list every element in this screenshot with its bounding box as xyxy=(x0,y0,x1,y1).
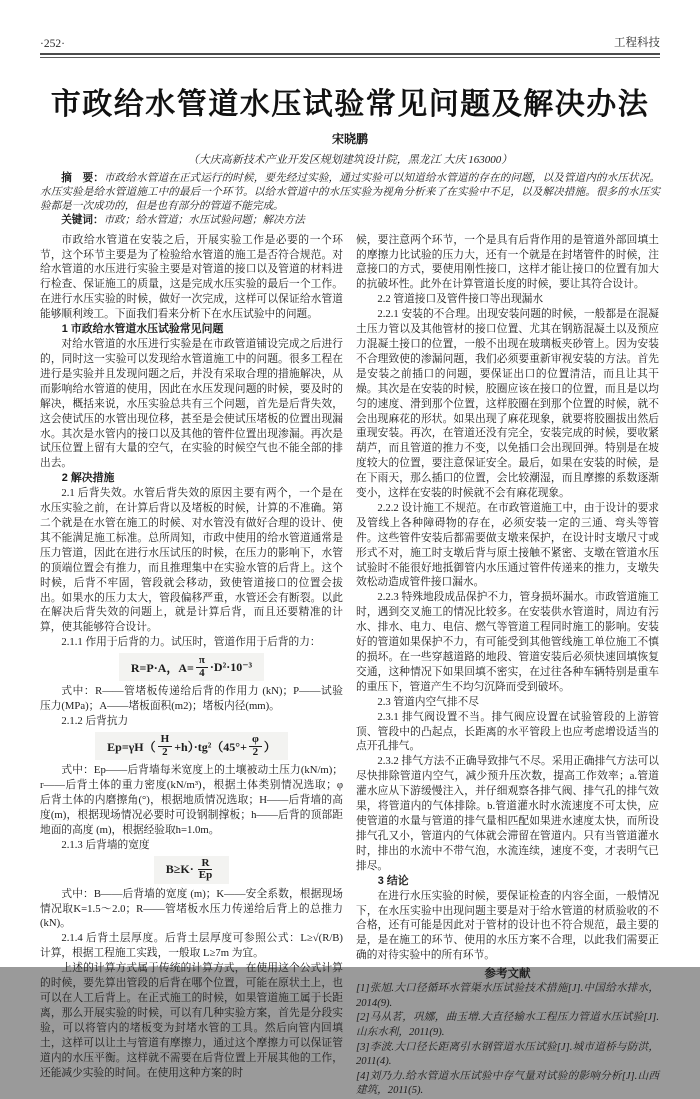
two-column-body xyxy=(40,233,660,1099)
section-heading-3: 3 结论 xyxy=(377,874,409,887)
reference-item: [3]李波.大口径长距离引水钢管道水压试验[J].城市道桥与防洪，2011(4). xyxy=(356,1041,659,1068)
formula-back-thrust xyxy=(119,653,264,681)
formula-legend: 式中：Ep——后背墙每米宽度上的土壤被动土压力(kN/m)；r——后背土体的重力密度(kN/m³)，根据土体类别情况选取；φ 后背土体的内磨擦角(°)，根据地质情况选取；H——后背墙的高度(m)，根据现场情况必要时可设钢制撑板；h——后背的顶部距地面的高度 (m)，根据经验取h=1.0m。 xyxy=(40,764,343,836)
fraction-denominator: 2 xyxy=(252,745,259,758)
running-head xyxy=(40,0,660,50)
paragraph: 2.2.3 特殊地段成品保护不力，管身损坏漏水。市政管道施工时，遇到交叉施工的情况比较多。在安装供水管道时，周边有污水、排水、电力、电信、燃气等管道工程同时施工的影响。安装好的管道如果保护不力，有可能受到其他管线施工单位施工不慎的损坏。在一些穿越道路的地段、管道安装后必须快速回填恢复交通，这种情况下如果回填不密实，在过往各种车辆特别是重车的重压下，管道产生不均匀沉降而受到破坏。 xyxy=(356,591,659,693)
abstract-label: 摘 要： xyxy=(61,172,104,184)
article-title: 市政给水管道水压试验常见问题及解决办法 xyxy=(50,88,650,121)
fraction-numerator: R xyxy=(198,858,212,871)
paragraph: 2.3.2 排气方法不正确导致排气不尽。采用正确排气方法可以尽快排除管道内空气，减少预升压次数，提高工作效率；a.管道灌水应从下游缓慢注入，并仔细观察各排气阀、排气孔的排气效果，将管道内的气体排除。b.管道灌水时水流速度不可太快，应使管道的水量与管道的排气量相匹配如果进水速度太快，而所设排气孔又小，管道内的气体就会滞留在管道内。只有当管道灌水时，排出的水流中不带气泡，水流连续，速度不变，才表明气已排尽。 xyxy=(356,755,659,872)
subsection-line: 2.2 管道接口及管件接口等出现漏水 xyxy=(377,293,544,306)
paragraph: 2.1.1 作用于后背的力。试压时，管道作用于后背的力： xyxy=(61,636,321,649)
section-heading-2: 2 解决措施 xyxy=(61,472,115,485)
references-heading: 参考文献 xyxy=(484,968,531,981)
paragraph: 市政给水管道在安装之后，开展实验工作是必要的一个环节，这个环节主要是为了检验给水管道的施工是否符合规范。对给水管道的水压进行实验主要是对管道的接口以及管道的材料进行检查、保证施工的质量，这是完成水压实验的最后一个工作。在进行水压实验的时候，做好一次完成，这样可以保证给水管道能够顺利竣工。下面我们看来分析下在水压试验中的问题。 xyxy=(40,233,343,321)
formula-text: R=P·A，A= xyxy=(130,660,194,675)
formula-back-resistance xyxy=(95,732,288,760)
paragraph: 2.2.2 设计施工不规范。在市政管道施工中，由于设计的要求及管线上各种障碍物的存在，必须安装一定的三通、弯头等管件。这些管件安装后都需要做支墩来保护，在设计时支墩尺寸或形式不对，施工时支墩后背与原土接触不紧密、支墩在管道水压试验时不能很好地抵御管内水压通过管件传递来的推力，支墩失效松动造成管件接口漏水。 xyxy=(356,501,659,589)
keywords xyxy=(40,214,660,228)
subsection-line: 2.3 管道内空气排不尽 xyxy=(377,695,479,708)
fraction-denominator: 4 xyxy=(199,666,205,679)
header-divider xyxy=(40,53,660,58)
formula-legend: 式中：R——管堵板传递给后背的作用力 (kN)；P——试验压力(MPa)；A——堵板面积(m2)；堵板内径(mm)。 xyxy=(40,685,343,713)
paragraph: 2.1.4 后背土层厚度。后背土层厚度可参照公式：L≥√(R/B) 计算，根据工程施工实践，一般取 L≥7m 为宜。 xyxy=(40,932,343,960)
reference-item: [4]刘乃力.给水管道水压试验中存气量对试验的影响分析[J].山西建筑，2011(5). xyxy=(356,1070,659,1097)
keywords-text: 市政；给水管道；水压试验问题；解决方法 xyxy=(103,214,305,226)
keywords-label: 关键词： xyxy=(61,213,104,226)
abstract-text: 市政给水管道在正式运行的时候，要先经过实验，通过实验可以知道给水管道的存在的问题，以及管道内的水压状况。水压实验是给水管道施工中的最后一个环节。以给水管道中的水压实验为视角分析来了在实验中不足，以及解决措施。很多的水压实验都是一次成功的，但是也有部分的管道不能完成。 xyxy=(40,173,660,212)
reference-item: [1]张旭.大口径循环水管渠水压试验技术措施[J].中国给水排水，2014(9). xyxy=(356,983,659,1009)
fraction-numerator: π xyxy=(196,655,208,668)
page-number: ·252· xyxy=(40,38,65,50)
fraction-numerator: H xyxy=(158,734,173,747)
author-name: 宋晓鹏 xyxy=(331,132,368,146)
reference-item: [2]马从茗，巩娜，曲玉增.大直径输水工程压力管道水压试验[J].山东水利，2011(9). xyxy=(356,1012,659,1038)
journal-section: 工程科技 xyxy=(614,37,660,49)
fraction xyxy=(196,655,208,679)
formula-text: B≥K· xyxy=(165,862,194,877)
abstract xyxy=(40,172,660,214)
left-column xyxy=(40,233,343,1099)
fraction xyxy=(196,858,215,882)
fraction-numerator: φ xyxy=(249,734,262,747)
paragraph: 2.1.2 后背抗力 xyxy=(61,715,129,728)
formula-text: ·D²·10⁻³ xyxy=(209,659,253,674)
paragraph: 2.1 后背失效。水管后背失效的原因主要有两个，一个是在水压实验之前，在计算后背以及堵板的时候，计算的不准确。第二个就是在水管在施工的时候、对水管没有做好合理的设计、使其不能满足施工标准。总所周知，市政中使用的给水管道通常是压力管道，因此在进行水压试压的时候，在压力的影响下，水管的顶端位置会有推力，而且推理集中在实验水管的后背上。这个时候，后背不牢固，管段就会移动，致使管道接口的位置会拔出。如果水的压力太大，管段偏移严重，水管还会有断裂。以此在解决后背失效的问题上，就是计算后背，而且还要精准的计算，使其能够符合设计。 xyxy=(40,487,343,634)
formula-text: Ep=γH（ xyxy=(107,739,156,754)
paragraph: 2.3.1 排气阀设置不当。排气阀应设置在试验管段的上游管顶、管段中的凸起点，长距离的水平管段上也应考虑增设适当的点开孔排气。 xyxy=(356,710,659,753)
formula-back-wall-width xyxy=(154,856,229,884)
fraction xyxy=(249,734,262,758)
formula-legend: 式中：B——后背墙的宽度 (m)；K——安全系数，根据现场情况取K=1.5～2.0；R——管堵板水压力传递给后背上的总推力(kN)。 xyxy=(40,887,343,930)
author-affiliation: （大庆高新技术产业开发区规划建筑设计院，黑龙江 大庆 163000） xyxy=(187,154,513,166)
paragraph: 在进行水压实验的时候，要保证检查的内容全面，一般情况下，在水压实验中出现问题主要是对于给水管道的材质验收的不合格，还有可能是因此对于管材的设计也不符合规范，最主要的是，是在施工的环节、使用的水压方案不合理，以此我们需要正确的对待实验中的所有环节。 xyxy=(356,889,659,962)
formula-text: ） xyxy=(263,739,276,754)
fraction-denominator: Ep xyxy=(198,869,213,882)
paragraph: 2.1.3 后背墙的宽度 xyxy=(61,838,150,851)
paragraph: 上述的计算方式属于传统的计算方式，在使用这个公式计算的时候，要先算出管段的后背在哪个位置，可能在原状土上，也可以在人工后背上。在正式施工的时候，如果管道施工属于长距离，那么开展实验的时候，可以有几种实验方案，首先是分段实验，可以将管内的堵板变为封堵水管的工具。然后向管内回填土，这样可以让土与管道有摩擦力，通过这个摩擦力可以保证管道内的水压平衡。这样就不需要在后背位置上开展其他的工作，还能减少实验的时间。在使用这种方案的时 xyxy=(40,962,343,1079)
fraction-denominator: 2 xyxy=(162,745,168,758)
fraction xyxy=(158,734,173,758)
paragraph: 2.2.1 安装的不合理。出现安装问题的时候，一般都是在混凝土压力管以及其他管材的接口位置、尤其在钢筋混凝土以及预应力混凝土接口的位置，一般不出现在玻璃板夹砂管上。因为安装不合理致使的渗漏问题，我们必须要重新审视安装的方法。首先是安装之前插口的问题，要保证出口的位置清洁，而且让其干燥。其次是在安装的时候，胶圈应该在接口的位置，而且是以均匀的速度、滑到那个位置，这样胶圈在到那个位置的时候，就不会出现麻花的形状。如果出现了麻花现象，就要将胶圈拔出然后重现安装。再次，在管道还没有完全，安装完成的时候，要收紧葫芦，而且管道的推力不变，以免插口会出现回弹。特别是在坡度较大的位置，要注意保证安全。最后，如果在安装的时候，是在下雨天，那么插口的位置，会比较潮湿，而且摩擦的系数逐渐变小，这样在安装的时候就不会有麻花现象。 xyxy=(356,308,659,500)
paragraph: 对给水管道的水压进行实验是在市政管道铺设完成之后进行的，同时这一实验可以发现给水管道施工中的问题。很多工程在进行是实验并且发现问题之后，并没有采取合理的措施解决，从而影响给水管道的使用，因此在水压发现问题的时候，要及时的解决，概括来说，水压实验总共有三个问题，首先是后背失效，这会使试压的水管出现位移，甚至是会使试压堵板的位置出现漏水。其次是水管内的接口以及其他的管件位置出现渗漏。再次是试压位置上留有大量的空气，在实验的时候空气也不能全部的排出去。 xyxy=(40,338,343,470)
right-column xyxy=(356,233,659,1099)
section-heading-1: 1 市政给水管道水压试验常见问题 xyxy=(61,323,224,336)
paragraph-continued: 候，要注意两个环节，一个是具有后背作用的是管道外部回填土的摩擦力比试验的压力大，还有一个就是在封堵管件的时候，注意接口的方式，要使用刚性接口，这样才能让接口的位置有加大的抗破坏性。此外在计算管道长度的时候，要让其符合设计。 xyxy=(356,233,659,291)
formula-text: +h）·tg²（45°+ xyxy=(174,739,247,754)
